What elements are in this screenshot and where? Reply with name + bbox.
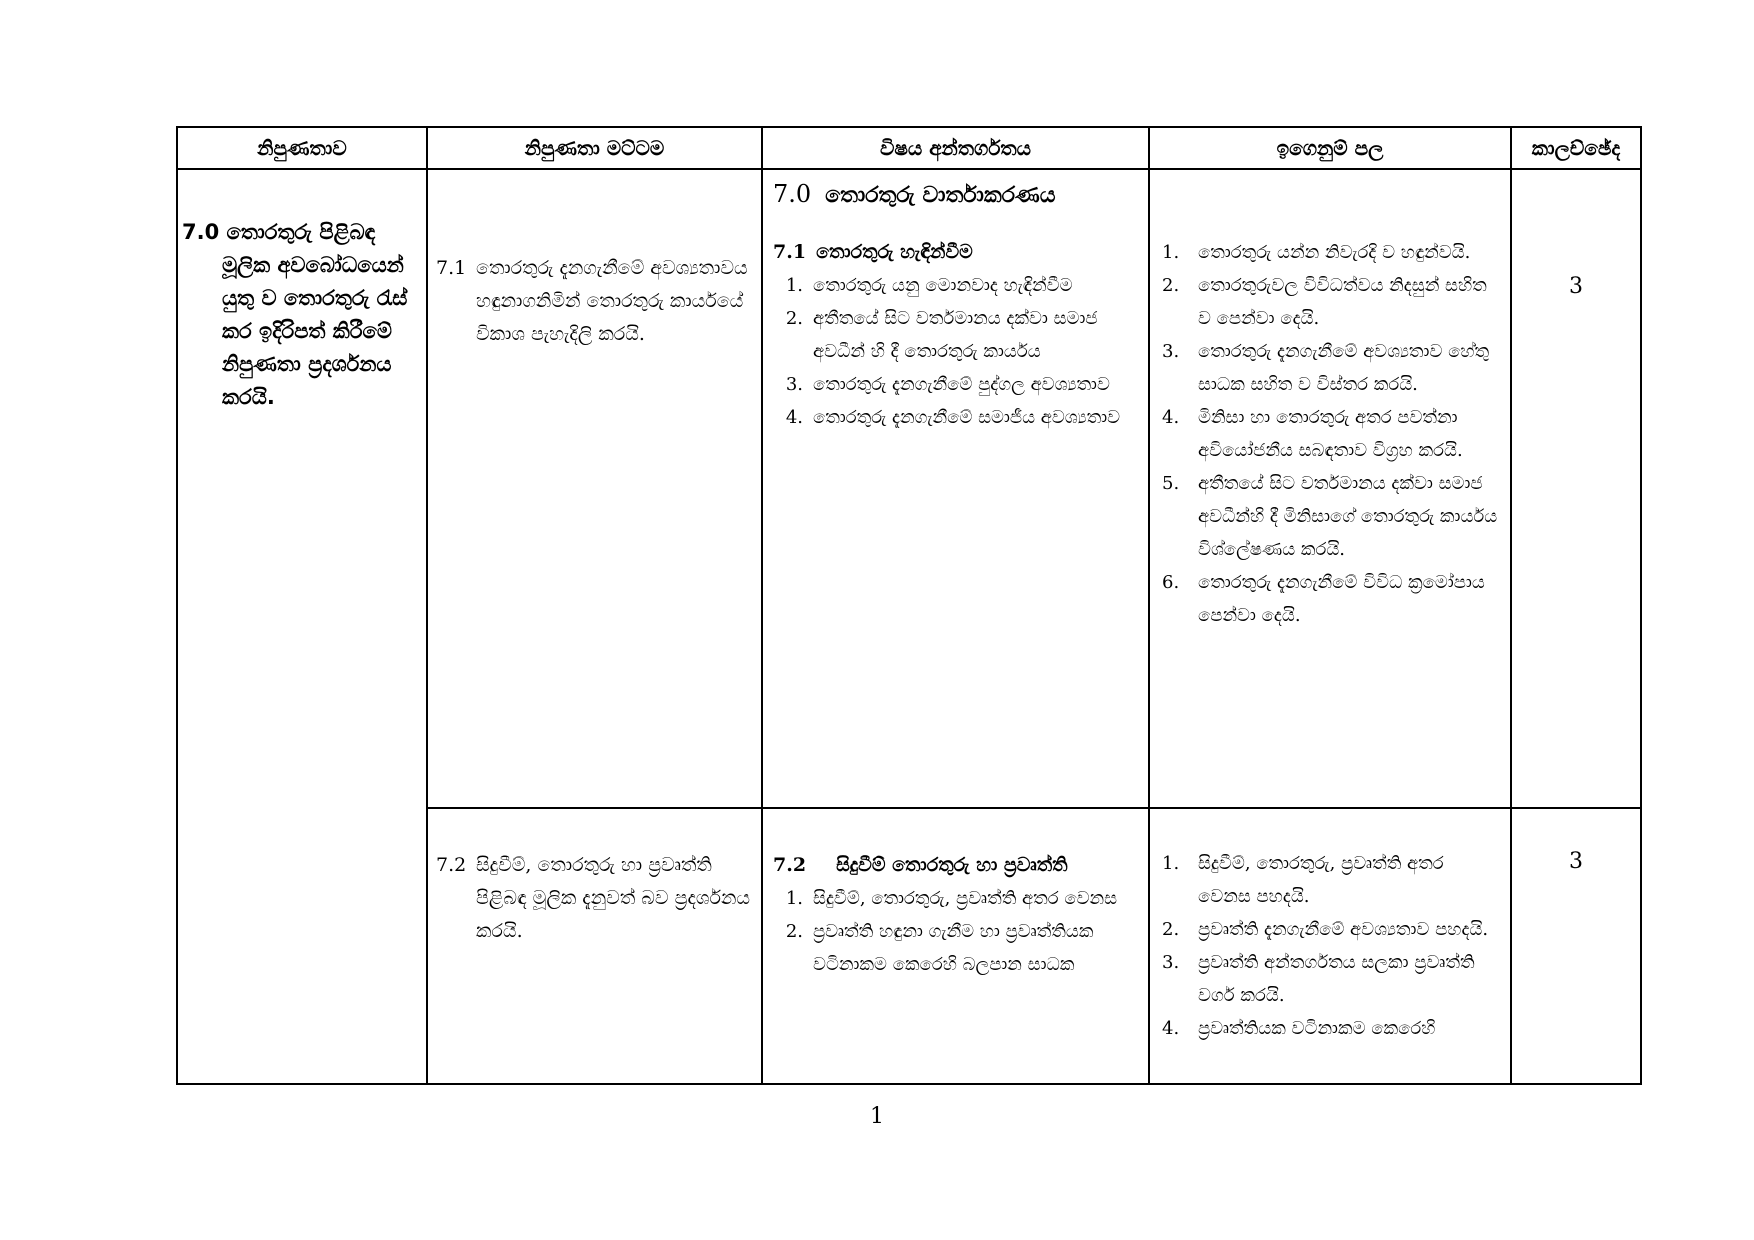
list-item-text: තොරතුරු යනු මොනවාද හැඳින්වීම [813, 275, 1073, 296]
competency-level-number: 7.2 [436, 854, 467, 876]
outcomes-list [1162, 236, 1498, 632]
content-list [773, 882, 1138, 981]
competency-level [436, 849, 753, 948]
list-item-number: 3. [1162, 952, 1180, 973]
header-competency-level: නිපුණතා මට්ටම [427, 127, 762, 169]
subject-content-cell [762, 169, 1149, 808]
header-competency: නිපුණතාව [177, 127, 427, 169]
learning-outcomes-cell [1149, 169, 1511, 808]
subsection-heading-text: තොරතුරු හැඳින්වීම [816, 241, 973, 263]
list-item [773, 401, 1138, 434]
section-heading-number: 7.0 [773, 180, 812, 208]
list-item [773, 882, 1138, 915]
learning-outcomes-cell [1149, 808, 1511, 1084]
header-periods: කාලච්ඡේද [1511, 127, 1641, 169]
competency-cell [177, 169, 427, 1084]
list-item [1162, 1012, 1498, 1045]
competency-number: 7.0 [182, 220, 220, 244]
list-item-number: 4. [1162, 1018, 1180, 1039]
list-item [773, 269, 1138, 302]
list-item-text: තොරතුරුවල විවිධත්වය නිදසුන් සහිත ව පෙන්වා දෙයි. [1198, 275, 1487, 329]
list-item-number: 2. [1162, 275, 1180, 296]
list-item-number: 1. [785, 275, 803, 296]
list-item-text: මිනිසා හා තොරතුරු අතර පවත්නා අවියෝජනීය සබඳතාව විග්‍රහ කරයි. [1198, 407, 1463, 461]
list-item [1162, 269, 1498, 335]
list-item-number: 4. [1162, 407, 1180, 428]
periods-cell [1511, 169, 1641, 808]
section-heading-text: තොරතුරු වාර්තාකරණය [825, 183, 1056, 208]
competency-text: තොරතුරු පිළිබඳ මූලික අවබෝධයෙන් යුතු ව තොරතුරු රැස් කර ඉදිරිපත් කිරීමේ නිපුණතා ප්‍රදර්ශනය කරයි. [222, 220, 408, 409]
competency-statement [182, 216, 418, 414]
list-item-number: 1. [785, 888, 803, 909]
table-header-row [177, 127, 1641, 169]
competency-level-text: සිදුවීම්, තොරතුරු හා ප්‍රවෘත්ති පිළිබඳ මූලික දැනුවත් බව ප්‍රදර්ශනය කරයි. [476, 854, 751, 942]
list-item-number: 6. [1162, 572, 1180, 593]
subsection-heading [773, 236, 1138, 269]
periods-value: 3 [1569, 274, 1583, 299]
syllabus-table [176, 126, 1642, 1085]
list-item [1162, 566, 1498, 632]
list-item-number: 3. [1162, 341, 1180, 362]
competency-level-text: තොරතුරු දැනගැනීමේ අවශ්‍යතාවය හඳුනාගනිමින් තොරතුරු කාර්යයේ විකාශ පැහැදිලි කරයි. [476, 257, 748, 345]
list-item-text: තොරතුරු දැනගැනීමේ සමාජීය අවශ්‍යතාව [813, 407, 1121, 428]
list-item-number: 2. [1162, 919, 1180, 940]
periods-value: 3 [1569, 849, 1583, 874]
list-item [1162, 946, 1498, 1012]
list-item-text: ප්‍රවෘත්ති අන්තර්ගතය සලකා ප්‍රවෘත්ති වර්ග කරයි. [1198, 952, 1475, 1006]
competency-level [436, 252, 753, 351]
list-item-text: අතීතයේ සිට වර්තමානය දක්වා සමාජ අවධීන්හි දී මිනිසාගේ තොරතුරු කාර්යය විශ්ලේෂණය කරයි. [1198, 473, 1498, 560]
list-item [1162, 236, 1498, 269]
content-list [773, 269, 1138, 434]
list-item-text: ප්‍රවෘත්ති හඳුනා ගැනීම හා ප්‍රවෘත්තියක වටිනාකම කෙරෙහි බලපාන සාධක [813, 921, 1094, 975]
list-item-text: ප්‍රවෘත්ති දැනගැනීමේ අවශ්‍යතාව පහදයි. [1198, 919, 1489, 940]
section-heading [773, 176, 1138, 214]
list-item-number: 2. [785, 921, 803, 942]
list-item-number: 5. [1162, 473, 1180, 494]
table-row [177, 169, 1641, 808]
header-learning-outcomes: ඉගෙනුම් පල [1149, 127, 1511, 169]
list-item-text: සිදුවීම්, තොරතුරු, ප්‍රවෘත්ති අතර වෙනස [813, 888, 1118, 909]
list-item-text: තොරතුරු දැනගැනීමේ විවිධ ක්‍රමෝපාය පෙන්වා දෙයි. [1198, 572, 1485, 626]
list-item-number: 1. [1162, 242, 1180, 263]
list-item-number: 2. [785, 308, 803, 329]
subsection-heading-text: සිදුවීම් තොරතුරු හා ප්‍රවෘත්ති [836, 854, 1068, 876]
list-item [773, 915, 1138, 981]
list-item [1162, 335, 1498, 401]
list-item-number: 1. [1162, 853, 1180, 874]
competency-level-cell [427, 808, 762, 1084]
subsection-heading-number: 7.2 [773, 854, 807, 876]
competency-level-number: 7.1 [436, 257, 467, 279]
competency-level-cell [427, 169, 762, 808]
list-item [773, 368, 1138, 401]
list-item-text: අතීතයේ සිට වර්තමානය දක්වා සමාජ අවධීන් හි දී තොරතුරු කාර්යය [813, 308, 1098, 362]
outcomes-list [1162, 847, 1498, 1045]
periods-cell [1511, 808, 1641, 1084]
list-item-text: තොරතුරු යන්න නිවැරදි ව හඳුන්වයි. [1198, 242, 1471, 263]
list-item [1162, 913, 1498, 946]
page-number: 1 [870, 1104, 884, 1129]
header-subject-content: විෂය අන්තර්ගතය [762, 127, 1149, 169]
list-item-text: සිදුවීම්, තොරතුරු, ප්‍රවෘත්ති අතර වෙනස පහදයි. [1198, 853, 1444, 907]
list-item-text: තොරතුරු දැනගැනීමේ පුද්ගල අවශ්‍යතාව [813, 374, 1110, 395]
list-item-number: 3. [785, 374, 803, 395]
list-item [1162, 467, 1498, 566]
list-item [773, 302, 1138, 368]
subject-content-cell [762, 808, 1149, 1084]
list-item [1162, 401, 1498, 467]
list-item-number: 4. [785, 407, 803, 428]
list-item-text: තොරතුරු දැනගැනීමේ අවශ්‍යතාව හේතු සාධක සහිත ව විස්තර කරයි. [1198, 341, 1490, 395]
subsection-heading-number: 7.1 [773, 241, 807, 263]
list-item [1162, 847, 1498, 913]
list-item-text: ප්‍රවෘත්තියක වටිනාකම කෙරෙහි [1198, 1018, 1436, 1039]
subsection-heading [773, 849, 1138, 882]
